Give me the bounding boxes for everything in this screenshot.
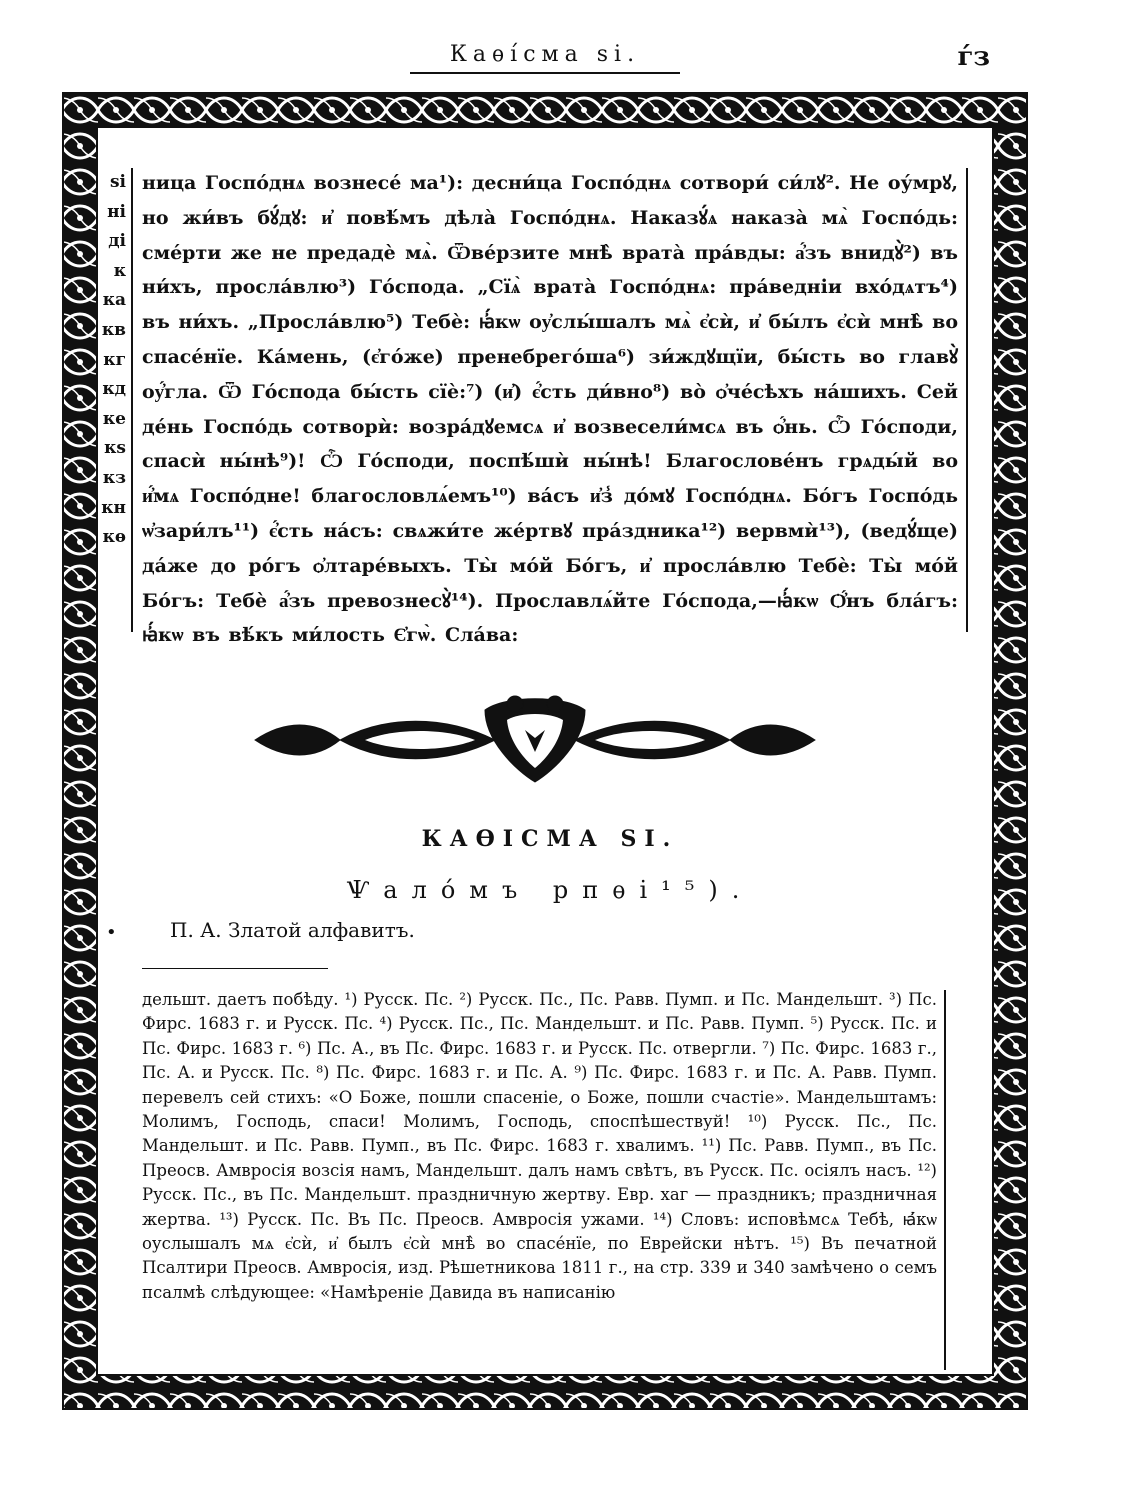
footnote-separator	[142, 968, 328, 969]
ornament-divider-icon	[245, 690, 825, 790]
text-right-rule	[966, 168, 968, 632]
footnotes: дельшт. даетъ побѣду. ¹) Русск. Пс. ²) Русск. Пс., Пс. Равв. Пумп. и Пс. Мандельшт. ³) Пс. Фирс. 1683 г. и Русск. Пс. ⁴) Русск. Пс., Пс. Мандельшт. и Пс. Равв. Пумп. ⁵) Русск. Пс. и Пс. Фирс. 1683 г. ⁶) Пс. А., въ Пс. Фирс. 1683 г. и Русск. Пс. отвергли. ⁷) Пс. Фирс. 1683 г., Пс. А. и Русск. Пс. ⁸) Пс. Фирс. 1683 г. и Пс. А. ⁹) Пс. Фирс. 1683 г. и Пс. А. Равв. Пумп. перевелъ сей стихъ: «О Боже, пошли спасеніе, о Боже, пошли счастіе». Мандельштамъ: Молимъ, Господь, спаси! Молимъ, Господь, споспѣшествуй! ¹⁰) Русск. Пс., Пс. Мандельшт. и Пс. Равв. Пумп., въ Пс. Фирс. 1683 г. хвалимъ. ¹¹) Пс. Равв. Пумп., въ Пс. Преосв. Амвросія возсія намъ, Мандельшт. далъ намъ свѣтъ, въ Русск. Пс. осіялъ насъ. ¹²) Русск. Пс., въ Пс. Мандельшт. праздничную жертву. Евр. хаг — праздникъ; праздничная жертва. ¹³) Русск. Пс. Въ Пс. Преосв. Амвросія ужами. ¹⁴) Словъ: исповѣмсѧ Тебѣ, ꙗ҆́кѡ оуслышалъ мѧ є҆сѝ, и҆ былъ є҆сѝ мнѣ̀ во спасе́нїе, по Еврейски нѣтъ. ¹⁵) Въ печатной Псалтири Преосв. Амвросія, изд. Рѣшетникова 1811 г., на стр. 339 и 340 замѣчено о семъ псалмѣ слѣдующее: «Намѣреніе Давида въ написанію	[142, 990, 937, 1302]
psalm-text: ница Госпо́днѧ вознесе́ ма¹): десни́ца Госпо́днѧ сотвори́ си́лꙋ². Не оу́мрꙋ, но жи́въ бꙋ́дꙋ: и҆ повѣ́мъ дѣла̀ Госпо́днѧ. Наказꙋ́ѧ наказа̀ мѧ̀ Госпо́дь: сме́рти же не предадѐ мѧ̀. Ѿве́рзите мнѣ̀ врата̀ пра́вды: а҆́зъ внидꙋ̀²) въ ни́хъ, просла́влю³) Го́спода. „Сїѧ̀ врата̀ Госпо́днѧ: пра́ведніи вхо́дѧтъ⁴) въ ни́хъ. „Просла́влю⁵) Тебѐ: ꙗ҆́кѡ оу҆слы́шалъ мѧ̀ є҆сѝ, и҆ бы́лъ є҆сѝ мнѣ̀ во спасе́нїе. Ка́мень, (є҆го́же) пренебрего́ша⁶) зи́ждꙋщїи, бы́сть во главꙋ̀ оу҆́гла. Ѿ Го́спода бы́сть сїѐ:⁷) (и҆) є҆́сть ди́вно⁸) во̀ ѻ҆че́сѣхъ на́шихъ. Сей де́нь Госпо́дь сотворѝ: возра́дꙋемсѧ и҆ возвесели́мсѧ въ ѻ҆́нь. Ѽ Го́споди, спасѝ ны́нѣ⁹)! Ѽ Го́споди, поспѣ́шѝ ны́нѣ! Благослове́нъ грѧды́й во и҆́мѧ Госпо́дне! благословлѧ́емъ¹⁰) ва́съ и҆з̾ до́мꙋ Госпо́днѧ. Бо́гъ Госпо́дь ѡ҆зари́лъ¹¹) є҆́сть на́съ: свѧжи́те же́ртвꙋ пра́здника¹²) вервмѝ¹³), (ведꙋ́ще) да́же до ро́гъ ѻ҆лтаре́выхъ. Ты̀ мо́й Бо́гъ, и҆ просла́влю Тебѐ: Ты̀ мо́й Бо́гъ: Тебѐ а҆́зъ превознесꙋ̀¹⁴). Прославлѧ́йте Го́спода,—ꙗ҆́кѡ Ѻ҆́нъ бла́гъ: ꙗ҆́кѡ въ вѣ́къ ми́лость Є҆гѡ̀. Сла́ва:	[142, 172, 958, 647]
running-head-title: Каѳі́сма ѕі.	[449, 42, 641, 67]
verse-number: ні	[107, 201, 126, 222]
verse-number: к	[113, 260, 126, 281]
verse-number: кн	[101, 497, 126, 518]
verse-number: кѕ	[104, 438, 126, 459]
verse-column-rule	[131, 168, 133, 632]
running-head-rule	[410, 72, 680, 74]
side-note: П. А. Златой алфавитъ.	[170, 918, 415, 942]
verse-number: кѳ	[102, 527, 126, 548]
verse-number: кз	[102, 467, 126, 488]
verse-number: кд	[102, 379, 126, 400]
verse-number: кг	[103, 349, 126, 370]
margin-dot-icon: •	[106, 922, 117, 943]
verse-number: ѕі	[109, 172, 126, 192]
verse-number-column	[100, 168, 126, 553]
verse-number: кв	[101, 319, 126, 340]
verse-number: ке	[102, 408, 126, 429]
psalm-heading: Ѱало́мъ рпѳі¹⁵).	[346, 876, 754, 904]
running-head	[0, 42, 1140, 82]
verse-number: ді	[108, 231, 126, 252]
verse-number: ка	[102, 290, 126, 311]
footnote-right-rule	[944, 990, 946, 1370]
kathisma-heading: КАѲІСМА ЅІ.	[421, 826, 679, 852]
page-number: ѓз	[957, 42, 990, 72]
